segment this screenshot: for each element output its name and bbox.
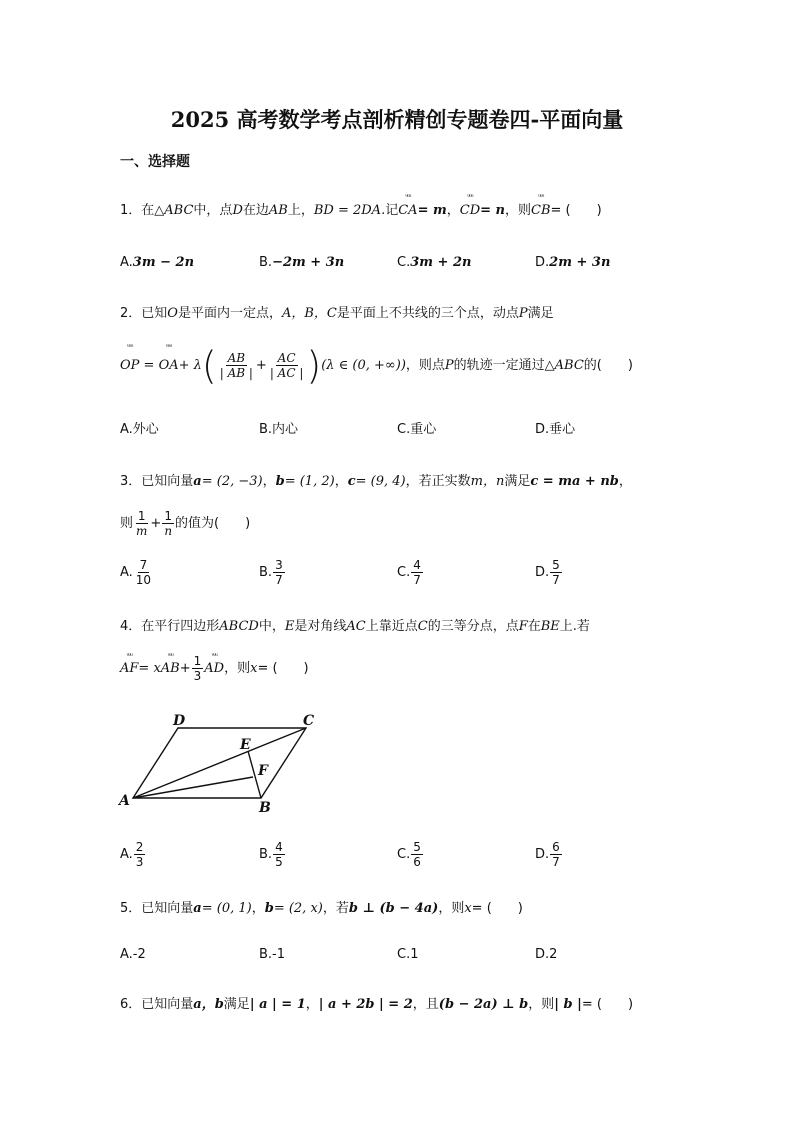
q5-option-b[interactable]: B.-1	[259, 947, 286, 962]
q1-option-b[interactable]: B.−2m + 3n	[259, 255, 345, 270]
label-b: B	[259, 800, 271, 816]
page-title: 2025 高考数学考点剖析精创专题卷四-平面向量	[170, 107, 624, 132]
q1-eq-n: = n	[480, 203, 506, 218]
vector-ca: ᵘᵘᵘ CA	[398, 193, 418, 218]
parallelogram-figure	[115, 705, 325, 820]
q1-text: 中，点	[193, 203, 233, 218]
question-3: 3．已知向量a= (2, −3)，b= (1, 2)，c= (9, 4)，若正实数m，n满足c = ma + nb，	[120, 474, 632, 489]
question-4: 4．在平行四边形ABCD中，E是对角线AC上靠近点C的三等分点，点F在BE上.若	[120, 619, 590, 634]
label-a: A	[119, 793, 130, 809]
question-5: 5．已知向量a= (0, 1)，b= (2, x)，若b ⊥ (b − 4a)，则x= ( )	[120, 901, 523, 916]
segment-af	[133, 777, 253, 798]
vector-ad: ᵘᵘᵘ AD	[204, 652, 225, 676]
q3-option-b[interactable]: B. $\frac{3}{7}$	[259, 558, 283, 587]
q1-triangle: ABC	[164, 203, 194, 218]
vector-op: ᵘᵘᵘ OP	[120, 343, 140, 373]
question-2: 2．已知O是平面内一定点，A，B，C是平面上不共线的三个点，动点P满足	[120, 306, 554, 321]
q1-option-a[interactable]: A.3m − 2n	[120, 255, 195, 270]
q4-option-d[interactable]: D. $\frac{6}{7}$	[535, 840, 560, 869]
q2-option-b[interactable]: B.内心	[259, 422, 299, 437]
q4-option-c[interactable]: C. $\frac{5}{6}$	[397, 840, 421, 869]
question-2-formula: ᵘᵘᵘ OP = ᵘᵘᵘ OA+ λ( $\frac{AB}{| AB |}$ + $\frac{AC}{| AC |}$ )(λ ∈ (0, +∞))，则点P的轨迹一定通过△ABC的( )	[120, 343, 633, 388]
q1-eq-m: = m	[417, 203, 447, 218]
q5-option-c[interactable]: C.1	[397, 947, 419, 962]
section-heading: 一、选择题	[120, 154, 190, 170]
label-c: C	[303, 713, 315, 729]
vector-ab: ᵘᵘᵘ AB	[160, 652, 180, 676]
q1-side-ab: AB	[268, 203, 288, 218]
q4-option-a[interactable]: A. $\frac{2}{3}$	[120, 840, 144, 869]
question-6: 6．已知向量a，b满足| a | = 1，| a + 2b | = 2，且(b − 2a) ⊥ b，则| b |= ( )	[120, 997, 634, 1012]
q1-text: 在边	[242, 203, 269, 218]
q1-text: 1．在△	[120, 203, 165, 218]
q1-blank: = ( )	[550, 203, 602, 218]
q1-text: ，则	[505, 203, 532, 218]
vector-cb: ᵘᵘᵘ CB	[531, 193, 551, 218]
label-d: D	[173, 713, 186, 729]
q1-point-d: D	[232, 203, 243, 218]
q2-option-a[interactable]: A.外心	[120, 422, 159, 437]
fraction-ac: $\frac{AC}{| AC |}$	[269, 351, 304, 380]
question-3-line2: 则 $\frac{1}{m}$ + $\frac{1}{n}$ 的值为( )	[120, 509, 251, 538]
q4-option-b[interactable]: B. $\frac{4}{5}$	[259, 840, 283, 869]
q1-equation: BD = 2DA	[313, 203, 382, 218]
q2-option-d[interactable]: D.垂心	[535, 422, 576, 437]
q5-option-d[interactable]: D.2	[535, 947, 558, 962]
q2-option-c[interactable]: C.重心	[397, 422, 437, 437]
q3-option-c[interactable]: C. $\frac{4}{7}$	[397, 558, 421, 587]
q1-text: 上，	[287, 203, 314, 218]
diagonal-ac	[133, 728, 306, 798]
fraction-ab: $\frac{AB}{| AB |}$	[219, 351, 253, 380]
q5-option-a[interactable]: A.-2	[120, 947, 146, 962]
vector-af: ᵘᵘᵘ AF	[120, 652, 139, 676]
label-e: E	[240, 737, 251, 753]
q1-option-d[interactable]: D.2m + 3n	[535, 255, 611, 270]
label-f: F	[258, 763, 268, 779]
q1-text: .记	[381, 203, 399, 218]
vector-oa: ᵘᵘᵘ OA	[158, 343, 179, 373]
question-1: 1．在△ABC中，点D在边AB上，BD = 2DA.记 ᵘᵘᵘ CA= m， ᵘᵘᵘ CD= n，则 ᵘᵘᵘ CB= ( )	[120, 193, 602, 218]
q3-option-d[interactable]: D. $\frac{5}{7}$	[535, 558, 560, 587]
question-4-line2: ᵘᵘᵘ AF= x ᵘᵘᵘ AB+ $\frac{1}{3}$ ᵘᵘᵘ AD，则x= ( )	[120, 652, 309, 686]
vector-cd: ᵘᵘᵘ CD	[459, 193, 481, 218]
q1-option-c[interactable]: C.3m + 2n	[397, 255, 472, 270]
q3-option-a[interactable]: A. $\frac{7}{10}$	[120, 558, 152, 587]
